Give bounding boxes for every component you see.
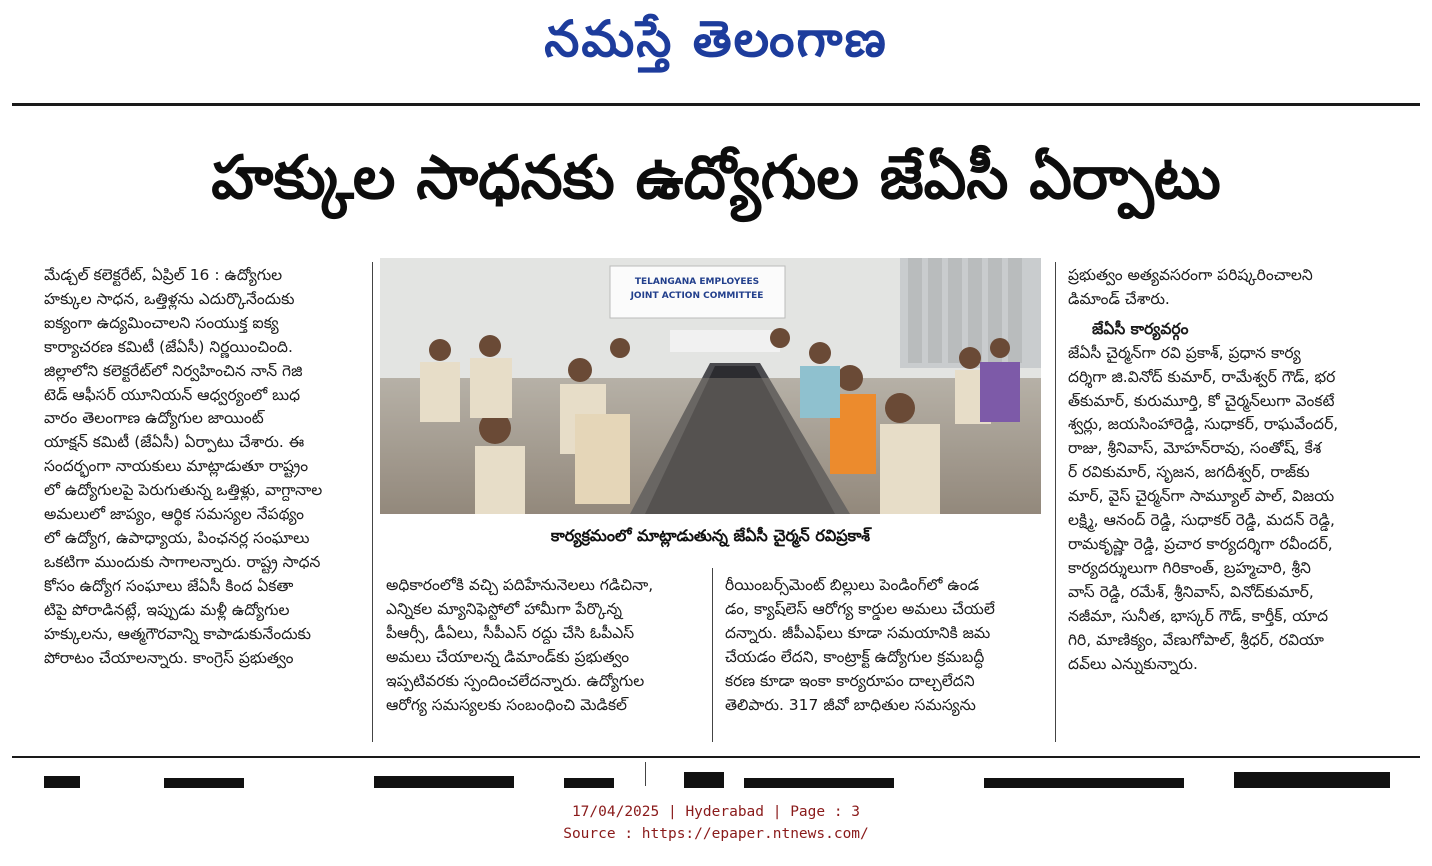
bottom-rule bbox=[12, 756, 1420, 758]
committee-heading: జేఏసీ కార్యవర్గం bbox=[1092, 319, 1189, 338]
article-column-1 bbox=[44, 264, 366, 670]
article-column-4 bbox=[1068, 264, 1388, 676]
col4-line: ర్ రవికుమార్, సృజన, జగదీశ్వర్, రాజ్‌కు bbox=[1068, 463, 1310, 482]
col4-line: రామకృష్ణా రెడ్డి, ప్రచార కార్యదర్శిగా రవీందర్, bbox=[1068, 534, 1333, 553]
col1-line: హక్కుల సాధన, ఒత్తిళ్లను ఎదుర్కొనేందుకు bbox=[44, 289, 295, 308]
footer-source-line: Source : https://epaper.ntnews.com/ bbox=[563, 826, 869, 842]
col1-line: ఐక్యంగా ఉద్యమించాలని సంయుక్త ఐక్య bbox=[44, 313, 279, 332]
article-column-3 bbox=[725, 574, 1043, 717]
col3-line: డం, క్యాష్‌లెస్ ఆరోగ్య కార్డుల అమలు చేయలే bbox=[725, 599, 995, 618]
col2-line: అమలు చేయాలన్న డిమాండ్‌కు ప్రభుత్వం bbox=[386, 647, 630, 666]
bottom-column-divider bbox=[645, 762, 646, 786]
col4-line: వాస్ రెడ్డి, రమేశ్, శ్రీనివాస్, వినోద్‌కుమార్, bbox=[1068, 582, 1314, 601]
col1-line: సందర్భంగా నాయకులు మాట్లాడుతూ రాష్ట్రం bbox=[44, 457, 309, 476]
col1-line: యాక్షన్ కమిటీ (జేఏసీ) ఏర్పాటు చేశారు. ఈ bbox=[44, 433, 305, 452]
col1-line: పోరాటం చేయాలన్నారు. కాంగ్రెస్ ప్రభుత్వం bbox=[44, 648, 294, 667]
col4-line: మార్, వైస్ చైర్మన్‌గా సామ్యూల్ పాల్, విజయ bbox=[1068, 487, 1335, 506]
col3-line: తెలిపారు. 317 జీవో బాధితుల సమస్యను bbox=[725, 695, 976, 714]
col1-line: వారం తెలంగాణ ఉద్యోగుల జాయింట్ bbox=[44, 409, 264, 428]
event-photo bbox=[380, 258, 1041, 514]
col1-line: మేడ్చల్ కలెక్టరేట్, ఏప్రిల్ 16 : ఉద్యోగుల bbox=[44, 266, 283, 284]
photo-caption: కార్యక్రమంలో మాట్లాడుతున్న జేఏసీ చైర్మన్ రవిప్రకాశ్ bbox=[550, 526, 871, 545]
col2-line: పీఆర్సీ, డీఏలు, సీపీఎస్ రద్దు చేసి ఓపీఎస్ bbox=[386, 623, 635, 642]
col4-line: శ్వర్లు, జయసింహారెడ్డి, సుధాకర్, రాఘవేందర్, bbox=[1068, 415, 1339, 434]
col4-line: నజీమా, సునీత, భాస్కర్ గౌడ్, కార్తీక్, యాద bbox=[1068, 606, 1329, 625]
col2-line: అధికారంలోకి వచ్చి పదిహేనునెలలు గడిచినా, bbox=[386, 576, 654, 594]
col4-line: దవ్‌లు ఎన్నుకున్నారు. bbox=[1068, 654, 1198, 673]
col4-line: రాజు, శ్రీనివాస్, మోహన్‌రావు, సంతోష్, కేశ bbox=[1068, 439, 1322, 458]
col4-line: దర్శిగా జి.వినోద్ కుమార్, రామేశ్వర్ గౌడ్, భర bbox=[1068, 367, 1336, 386]
col2-line: ఆరోగ్య సమస్యలకు సంబంధించి మెడికల్ bbox=[386, 695, 628, 714]
col4-line: త్‌కుమార్, కురుమూర్తి, కో చైర్మన్‌లుగా వెంకటే bbox=[1068, 391, 1335, 410]
column-divider-3 bbox=[1055, 262, 1056, 742]
col1-line: లో ఉద్యోగులపై పెరుగుతున్న ఒత్తిళ్లు, వాగ్దానాల bbox=[44, 481, 323, 500]
col1-line: ఒకటిగా ముందుకు సాగాలన్నారు. రాష్ట్ర సాధన bbox=[44, 552, 321, 571]
article-headline: హక్కుల సాధనకు ఉద్యోగుల జేఏసీ ఏర్పాటు bbox=[211, 143, 1221, 213]
top-rule bbox=[12, 103, 1420, 106]
banner-line-1: TELANGANA EMPLOYEES bbox=[634, 277, 760, 287]
col3-line: దన్నారు. జీపీఎఫ్‌లు కూడా సమయానికి జమ bbox=[725, 623, 991, 642]
col1-line: జిల్లాలోని కలెక్టరేట్‌లో నిర్వహించిన నాన్ గెజి bbox=[44, 361, 303, 380]
col4-line: లక్ష్మి, ఆనంద్ రెడ్డి, సుధాకర్ రెడ్డి, మదన్ రెడ్డి, bbox=[1068, 511, 1335, 530]
col1-line: టెడ్ ఆఫీసర్ యూనియన్ ఆధ్వర్యంలో బుధ bbox=[44, 385, 301, 404]
col1-line: లో ఉద్యోగ, ఉపాధ్యాయ, పింఛనర్ల సంఘాలు bbox=[44, 528, 310, 547]
col4_intro-line: డిమాండ్ చేశారు. bbox=[1068, 289, 1170, 308]
col3-line: కరణ కూడా ఇంకా కార్యరూపం దాల్చలేదని bbox=[725, 671, 975, 690]
banner-line-2: JOINT ACTION COMMITTEE bbox=[630, 291, 764, 301]
next-article-headline-fragment bbox=[44, 768, 1390, 788]
article-column-2 bbox=[386, 574, 706, 717]
col4-line: కార్యదర్శులుగా గిరికాంత్, బ్రహ్మచారి, శ్రీని bbox=[1068, 558, 1311, 577]
col1-line: అమలులో జాప్యం, ఆర్థిక సమస్యల నేపథ్యం bbox=[44, 505, 305, 524]
column-divider-1 bbox=[372, 262, 373, 742]
col4-line: గిరి, మాణిక్యం, వేణుగోపాల్, శ్రీధర్, రవియా bbox=[1068, 630, 1324, 649]
col1-line: టిపై పోరాడినట్లే, ఇప్పుడు మళ్లీ ఉద్యోగుల bbox=[44, 600, 290, 619]
col2-line: ఎన్నికల మ్యానిఫెస్టోలో హామీగా పేర్కొన్న bbox=[386, 599, 622, 618]
newspaper-masthead: నమస్తే తెలంగాణ bbox=[544, 9, 888, 68]
meeting-scene-illustration bbox=[380, 258, 1041, 514]
col1-line: హక్కులను, ఆత్మగౌరవాన్ని కాపాడుకునేందుకు bbox=[44, 624, 312, 643]
column-divider-2 bbox=[712, 568, 713, 742]
col3-line: చేయడం లేదని, కాంట్రాక్ట్ ఉద్యోగుల క్రమబద్ధీ bbox=[725, 647, 985, 666]
col4-line: జేఏసీ చైర్మన్‌గా రవి ప్రకాశ్, ప్రధాన కార్య bbox=[1068, 343, 1301, 362]
col1-line: కోసం ఉద్యోగ సంఘాలు జేఏసీ కింద ఏకతా bbox=[44, 576, 294, 595]
col1-line: కార్యాచరణ కమిటీ (జేఏసీ) నిర్ణయించింది. bbox=[44, 337, 293, 356]
col3-line: రీయింబర్స్‌మెంట్ బిల్లులు పెండింగ్‌లో ఉండ bbox=[725, 576, 980, 594]
footer-date-line: 17/04/2025 | Hyderabad | Page : 3 bbox=[571, 804, 861, 820]
col2-line: ఇప్పటివరకు స్పందించలేదన్నారు. ఉద్యోగుల bbox=[386, 671, 645, 690]
col4_intro-line: ప్రభుత్వం అత్యవసరంగా పరిష్కరించాలని bbox=[1068, 266, 1313, 284]
